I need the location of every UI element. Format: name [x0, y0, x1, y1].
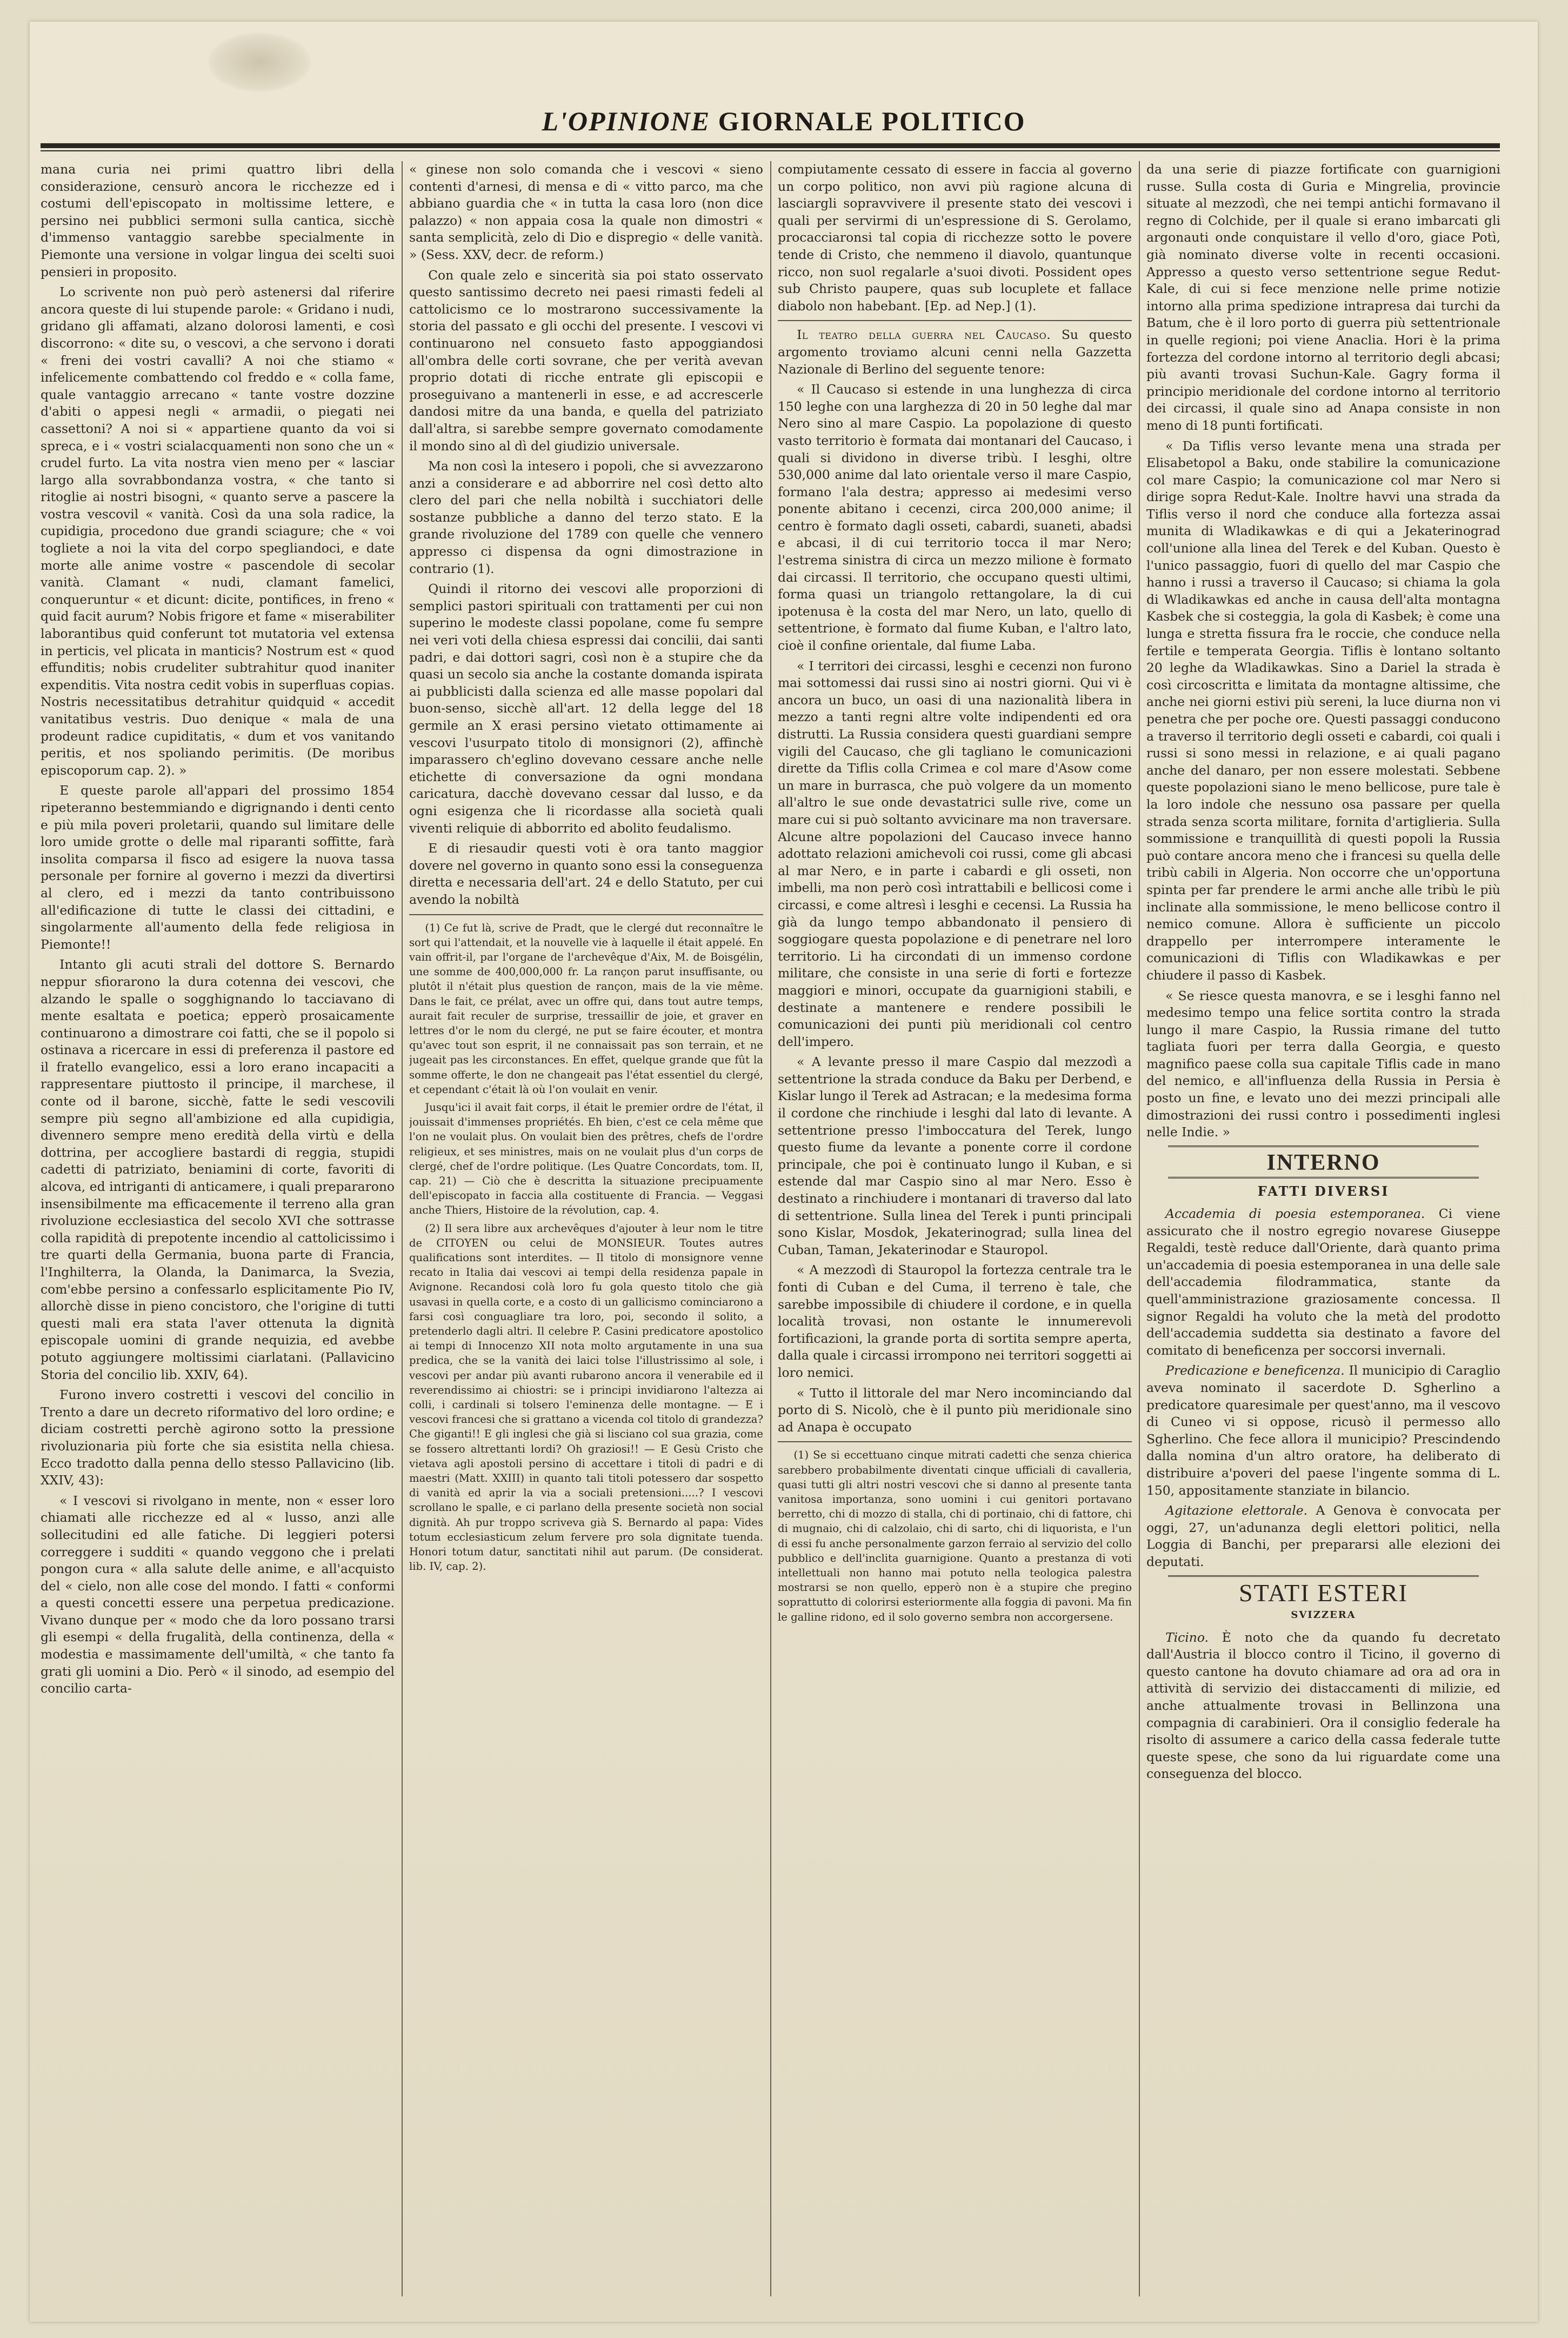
- article-paragraph: Con quale zelo e sincerità sia poi stato osservato questo santissimo decreto nei paesi rimasti fedeli al cattolicismo ce lo mostrarono successivamente la storia del passato e gli occhi del presente. I vescovi vi continuarono nel consueto fasto appoggiandosi all'ombra delle corti sovrane, che per verità avevan proprio dotati di ricche entrate gli episcopii e proseguivano a mantenerli in esse, e ad accrescerle dandosi mitre da una banda, e quella del patriziato dall'altra, si sarebbe sempre governato comodamente il mondo sino al dì del giudizio universale.: [409, 267, 763, 454]
- news-item: [1146, 1502, 1500, 1570]
- article-paragraph: « Se riesce questa manovra, e se i lesghi fanno nel medesimo tempo una felice sortita contro la strada lungo il mare Caspio, la Russia rimane del tutto tagliata fuori per terra dalla Georgia, e questo magnifico paese colla sua capitale Tiflis cade in mano del nemico, e all'influenza della Russia in Persia è posto un fine, e levato uno dei mezzi principali alle dimostrazioni dei russi contro i possedimenti inglesi nelle Indie. »: [1146, 988, 1500, 1140]
- caucaso-lead: Su questo argomento troviamo alcuni cenni nella Gazzetta Nazionale di Berlino del seguente tenore:: [778, 327, 1132, 377]
- masthead-subtitle: GIORNALE POLITICO: [718, 106, 1026, 136]
- article-paragraph: « ginese non solo comanda che i vescovi « sieno contenti d'arnesi, di mensa e di « vitto parco, ma che abbiano guardia che « in tutta la casa loro (non dice palazzo) « non appaia cosa la quale non dimostri « santa semplicità, zelo di Dio e dispregio « delle vanità. » (Sess. XXV, decr. de reform.): [409, 162, 763, 262]
- section-subtitle: SVIZZERA: [1291, 1609, 1356, 1621]
- section-title-interno: INTERNO: [1266, 1150, 1380, 1175]
- column-divider: [402, 161, 403, 2296]
- article-paragraph: « A mezzodì di Stauropol la fortezza centrale tra le fonti di Cuban e del Cuma, il terreno è tale, che sarebbe impossibile di chiudere il cordone, e in quella località trovasi, non ostante le innumerevoli fortificazioni, la grande porta di sortita sempre aperta, dalla quale i circassi irrompono nei territori soggetti ai loro nemici.: [778, 1262, 1132, 1380]
- article-paragraph: Quindi il ritorno dei vescovi alle proporzioni di semplici pastori spirituali con trattamenti per cui non superino le modeste classi popolane, come fu sempre nei veri voti della chiesa espressi dai concilii, dai santi padri, e dai dottori sagri, così non è a stupire che da quasi un secolo sia anche la costante domanda ispirata ai pubblicisti dalla scienza ed alle masse popolari dal buon-senso, sicchè all'art. 12 della legge del 18 germile an X erasi persino vietato ottimamente ai vescovi l'usurpato titolo di monsignori (2), affinchè imparassero ch'eglino dovevano cessare anche nelle etichette di conversazione da ogni mondana caricatura, dacchè dovevano cessar dal lusso, e da ogni esigenza che li ricordasse alla società quali viventi reliquie di abborrito ed abolito feudalismo.: [409, 581, 763, 836]
- section-subtitle: FATTI DIVERSI: [1257, 1183, 1390, 1200]
- footnotes: [778, 1448, 1132, 1624]
- news-item-text: A Genova è convocata per oggi, 27, un'adunanza degli elettori politici, nella Loggia di Banchi, per prepararsi alle elezioni dei deputati.: [1146, 1503, 1500, 1569]
- article-paragraph: « I vescovi si rivolgano in mente, non « esser loro chiamati alle ricchezze ed al « lusso, anzi alle sollecitudini ed alle fatiche. Di leggieri potersi correggere i sudditi « quando veggono che i prelati pongon cura « alla salute delle anime, e all'acquisto del « cielo, non alle cose del mondo. I fatti « conformi a questi concetti essere una perpetua predicazione. Vivano dunque per « modo che da loro possano trarsi gli esempi « della frugalità, della continenza, della « modestia e massimamente dell'umiltà, « che tanto fa grati gli uomini a Dio. Però « il sinodo, ad esempio del concilio carta-: [41, 1493, 395, 1696]
- column-1: [41, 161, 395, 2302]
- news-item: [1146, 1362, 1500, 1499]
- masthead-rule: [41, 143, 1500, 148]
- section-rule: [1168, 1575, 1479, 1577]
- news-item: [1146, 1205, 1500, 1359]
- footnotes: [409, 921, 763, 1574]
- column-4: [1146, 161, 1500, 2302]
- footnote: (2) Il sera libre aux archevêques d'ajouter à leur nom le titre de CITOYEN ou celui de MONSIEUR. Toutes autres qualifications sont interdites. — Il titolo di monsignore venne recato in Italia dai vescovi ai tempi della residenza papale in Avignone. Recandosi colà loro fu gola questo titolo che già usavasi in quella corte, e a costo di un gallicismo cominciarono a farsi così conguagliare tra loro, poi, secondo il solito, a pretenderlo dagli altri. Il celebre P. Casini predicatore apostolico ai tempi di Innocenzo XII nota molto argutamente in una sua predica, che se la vanità dei laici tolse l'illustrissimo al sole, i vescovi per andar più avanti rubarono ancora il venerabile ed il reverendissimo ai chiostri: se i principi invidiarono l'altezza ai colli, i cardinali si tolsero l'eminenza delle montagne. — E i vescovi francesi che si grattano a vicenda col titolo di grandezza? Che giganti!! E gli inglesi che già si lisciano col sua grazia, come se fossero altrettanti lordi? Oh graziosi!! — E Gesù Cristo che vietava agli apostoli persino di accettare i titoli di padri e di maestri (Matt. XXIII) in quanto tali titoli potessero dar sospetto di vanità ed aprir la via a sociali pretensioni.....? I vescovi scrollano le spalle, e ci parlano della presente società non social dignità. Ah pur troppo scriveva già S. Bernardo al papa: Vides totum ecclesiasticum zelum fervere pro sola dignitate tuenda. Honori totum datur, sanctitati nihil aut parum. (De considerat. lib. IV, cap. 2).: [409, 1222, 763, 1573]
- news-item: [1146, 1629, 1500, 1783]
- column-divider: [770, 161, 771, 2296]
- footnote-separator: [409, 914, 763, 915]
- article-paragraph: E queste parole all'appari del prossimo 1854 ripeteranno bestemmiando e digrignando i denti cento e più mila poveri proletarii, quando sul limitare delle loro umide grotte o delle mal riparanti soffitte, farà insolita comparsa il fisco ad esigere la nuova tassa personale per fornire al governo i mezzi da divertirsi al clero, ed i mezzi da tanto contribuissono all'edificazione di tutte le classi dei cittadini, e singolarmente all'aumento della fede religiosa in Piemonte!!: [41, 783, 395, 952]
- article-paragraph: Lo scrivente non può però astenersi dal riferire ancora queste di lui stupende parole: « Gridano i nudi, gridano gli affamati, alzano dolorosi lamenti, e così discorrono: « dite su, o vescovi, a che servono i dorati « freni dei vostri cavalli? A noi che stiamo « infelicemente combattendo col freddo e « colla fame, quale vantaggio arrecano « tante vostre dozzine d'abiti o appesi negli « armadii, o piegati nei cassettoni? A noi si « appartiene quanto da voi si spreca, e i « vostri scialacquamenti non sono che un « crudel furto. La vita nostra vien meno per « lasciar largo alla sovrabbondanza vostra, « che tanto si ritoglie ai nostri bisogni, « quanto serve a pascere la vostra vescovil « vanità. Così da una sola radice, la cupidigia, procedono due grandi sciagure; che « voi togliete a noi la vita del corpo spegliandoci, e date morte alle anime vostre « pascendole di secolar vanità. Clamant « nudi, clamant famelici, conqueruntur « et dicunt: dicite, pontifices, in freno « quid facit aurum? Nobis frigore et fame « miserabiliter laborantibus quid conferunt tot mutatoria vel extensa in perticis, vel plicata in manticis? Nostrum est « quod effunditis; nobis crudeliter subtrahitur quod inaniter expenditis. Vita nostra cedit vobis in superfluas copias. Nostris necessitatibus detrahitur quidquid « accedit vanitatibus vestris. Duo denique « mala de una prodeunt radice cupiditatis, « dum et vos vanitando peritis, et nos spoliando perimitis. (De moribus episcoporum cap. 2). »: [41, 284, 395, 778]
- article-paragraph: mana curia nei primi quattro libri della considerazione, censurò ancora le ricchezze ed i costumi dell'episcopato in moltissime lettere, e persino nei pubblici sermoni sulla cantica, sicchè d'immenso vantaggio sarebbe specialmente in Piemonte una versione in volgar lingua dei scelti suoi pensieri in proposito.: [41, 162, 395, 279]
- article-paragraph: « Tutto il littorale del mar Nero incominciando dal porto di S. Nicolò, che è il punto più meridionale sino ad Anapa è occupato: [778, 1385, 1132, 1435]
- masthead-title: L'OPINIONE: [542, 106, 711, 136]
- news-item-head: Predicazione e beneficenza.: [1165, 1363, 1345, 1378]
- caucaso-intro: [778, 327, 1132, 378]
- section-rule: [1168, 1145, 1479, 1147]
- article-paragraph: da una serie di piazze fortificate con guarnigioni russe. Sulla costa di Guria e Mingrelia, provincie situate al mezzodì, che nei tempi antichi formavano il regno di Colchide, per il quale si erano imbarcati gli argonauti onde conquistare il vello d'oro, giace Potì, già nominato diverse volte in recenti occasioni. Appresso a questo verso settentrione segue Redut-Kale, di cui si fece menzione nelle prime notizie intorno alla prima spedizione intrapresa dai turchi da Batum, che è il loro porto di guerra più settentrionale in quelle regioni; poi viene Anaclia. Hori è la prima fortezza del cordone intorno al territorio degli abcasi; più avanti trovasi Suchun-Kale. Gagry forma il principio meridionale del cordone intorno al territorio dei circassi, il quale sino ad Anapa consiste in non meno di 18 punti fortificati.: [1146, 162, 1500, 433]
- column-divider: [1139, 161, 1140, 2296]
- news-item-head: Ticino.: [1165, 1629, 1209, 1645]
- article-paragraph: Intanto gli acuti strali del dottore S. Bernardo neppur sfiorarono la dura cotenna dei vescovi, che alzando le spalle o sogghignando lo tacciavano di mente esaltata e poetica; epperò prosaicamente continuarono a dimostrare coi fatti, che se il popolo si ostinava a ricercare in essi di preferenza il pastore ed il fratello evangelico, essi a loro erano incapaciti a rappresentare piuttosto il principe, il marchese, il conte od il barone, sicchè, fatte le sedi vescovili sempre più segno all'ambizione ed alla cupidigia, divennero sempre meno eredità della virtù e della dottrina, per accogliere bastardi di reggia, stupidi cadetti di patriziato, beniamini di corte, favoriti di alcova, ed intriganti di anticamere, i quali prepararono insensibilmente ma efficacemente il terreno alla gran rivoluzione ecclesiastica del secolo XVI che sottrasse colla rapidità di prepotente incendio al cattolicissimo i tre quarti della Germania, buona parte di Francia, l'Inghilterra, la Olanda, la Danimarca, la Svezia, com'ebbe persino a confessarlo esplicitamente Pio IV, allorchè disse in pieno concistoro, che l'origine di tutti questi mali era stata l'aver ottenuta la dignità episcopale uomini di grande nequizia, ed avebbe potuto aggiungere moltissimi ciarlatani. (Pallavicino Storia del concilio lib. XXIV, 64).: [41, 957, 395, 1382]
- column-2: [409, 161, 763, 2302]
- article-separator: [778, 320, 1132, 321]
- footnote-separator: [778, 1441, 1132, 1442]
- stamp-mark: [208, 32, 311, 92]
- article-paragraph: « Il Caucaso si estende in una lunghezza di circa 150 leghe con una larghezza di 20 in 50 leghe dal mar Nero sino al mare Caspio. La popolazione di questo vasto territorio è formata dai montanari del Caucaso, i quali si dividono in diverse tribù. I lesghi, oltre 530,000 anime dal lato orientale verso il mare Caspio, formano l'ala destra; appresso ai medesimi verso ponente abitano i cecenzi, circa 200,000 anime; il centro è formato dagli osseti, cabardi, suaneti, abadsi e abcasi, il di cui territorio tocca il mar Nero; l'estrema sinistra di circa un mezzo milione è formato dai circassi. Il territorio, che occupano questi ultimi, forma quasi un triangolo rettangolare, la di cui ipotenusa è la costa del mar Nero, un lato, quello di settentrione, è formato dal fiume Kuban, e l'altro lato, cioè il confine orientale, dal fiume Laba.: [778, 382, 1132, 654]
- news-item-text: Il municipio di Caraglio aveva nominato il sacerdote D. Sgherlino a predicatore quaresimale per quest'anno, ma il vescovo di Cuneo vi si oppose, ricusò il permesso allo Sgherlino. Che fece allora il municipio? Prescindendo dalla nomina d'un altro oratore, ha deliberato di distribuire a'poveri del paese l'ingente somma di L. 150, appositamente stanziate in bilancio.: [1146, 1363, 1500, 1498]
- news-item-head: Accademia di poesia estemporanea.: [1165, 1206, 1425, 1222]
- article-paragraph: E di riesaudir questi voti è ora tanto maggior dovere nel governo in quanto sono essi la conseguenza diretta e necessaria dell'art. 24 e dello Statuto, per cui avendo la nobiltà: [409, 841, 763, 907]
- news-item-text: È noto che da quando fu decretato dall'Austria il blocco contro il Ticino, il governo di questo cantone ha dovuto chiamare ad ora ad ora in attività di servizio dei distaccamenti di milizie, ed anche attualmente trovasi in Bellinzona una compagnia di carabinieri. Ora il consiglio federale ha risolto di assumere a carico della cassa federale tutte queste spese, che sono da lui riguardate come una conseguenza del blocco.: [1146, 1629, 1500, 1782]
- footnote: (1) Se si eccettuano cinque mitrati cadetti che senza chierica sarebbero probabilmente diventati cinque ufficiali di cavalleria, quasi tutti gli altri nostri vescovi che si danno al presente tanta vanitosa importanza, sono uomini i cui genitori portavano berretto, chi di mozzo di stalla, chi di portinaio, chi di fattore, chi di mugnaio, chi di calzolaio, chi di sarto, chi di liquorista, e l'un di essi fu anche personalmente garzon ferraio al servizio del collo pubblico e dell'inclita guarnigione. Quanto a prestanza di voti intellettuali non hanno mai potuto nella teologica palestra mostrarsi se non quello, epperò non è a stupire che pregino soprattutto di colorirsi esteriormente alla foggia di pavoni. Ma fin le galline ridono, ed il solo governo sembra non accorgersene.: [778, 1449, 1132, 1623]
- article-paragraph: Furono invero costretti i vescovi del concilio in Trento a dare un decreto riformativo del loro ordine; e diciam costretti perchè agirono sotto la pressione rivoluzionaria più forte che sia esistita nella chiesa. Ecco tradotto dalla penna dello stesso Pallavicino (lib. XXIV, 43):: [41, 1387, 395, 1488]
- column-3: [778, 161, 1132, 2302]
- article-paragraph: Ma non così la intesero i popoli, che si avvezzarono anzi a considerare e ad abborrire nel così detto alto clero del pari che nella nobiltà i succhiatori delle sostanze pubbliche a danno del terzo stato. E la grande rivoluzione del 1789 con quelle che vennero appresso ci dispensa da ogni dimostrazione in contrario (1).: [409, 458, 763, 576]
- article-paragraph: « A levante presso il mare Caspio dal mezzodì a settentrione la strada conduce da Baku per Derbend, e Kislar lungo il Terek ad Astracan; e la medesima forma il cordone che rinchiude i lesghi dal lato di levante. A settentrione presso l'imboccatura del Terek, lungo questo fiume da levante a ponente corre il cordone principale, che poi è continuato lungo il Kuban, e si estende dal mar Caspio sino al mar Nero. Esso è destinato a rinchiudere i montanari di traverso dal lato di settentrione. Sulla linea del Terek i punti principali sono Kislar, Mosdok, Jekaterinograd; sulla linea del Cuban, Taman, Jekaterinodar e Stauropol.: [778, 1054, 1132, 1257]
- masthead: [30, 105, 1538, 137]
- news-item-head: Agitazione elettorale.: [1165, 1503, 1308, 1518]
- article-paragraph: « I territori dei circassi, lesghi e cecenzi non furono mai sottomessi dai russi sino ai nostri giorni. Qui vi è ancora un buco, un oasi di una nazionalità libera in mezzo a tanti regni altre volte indipendenti ed ora distrutti. La Russia considera questi guardiani sempre vigili del Caucaso, che gli tagliano le comunicazioni dirette da Tiflis colla Crimea e col mare d'Asow come un mare in burrasca, che può volgere da un momento all'altro le sue onde devastatrici sulle rive, come un mare cui si può soltanto avvicinare ma non traversare. Alcune altre popolazioni del Caucaso invece hanno adottato relazioni amichevoli coi russi, come gli abcasi al mar Nero, e in parte i cabardi e gli osseti, non imbelli, ma non però così intrattabili e bellicosi come i circassi, e come altresì i lesghi e cecensi. La Russia ha già da lungo tempo abbandonato il pensiero di soggiogare questa popolazione e di penetrare nel loro territorio. Li ha circondati di un immenso cordone militare, che consiste in una serie di forti e fortezze maggiori e minori, occupate da guarnigioni stabili, e destinate a mantenere e rendere possibili le comunicazioni dei punti più meridionali col centro dell'impero.: [778, 658, 1132, 1049]
- news-item-text: Ci viene assicurato che il nostro egregio novarese Giuseppe Regaldi, testè reduce dall'Oriente, darà quanto prima un'accademia di poesia estemporanea in una delle sale dell'accademia filodrammatica, stante da quell'amministrazione graziosamente concessa. Il signor Regaldi ha voluto che la metà del prodotto dell'accademia suddetta sia destinato a favore del comitato di beneficenza per soccorsi invernali.: [1146, 1206, 1500, 1358]
- article-paragraph: compiutamente cessato di essere in faccia al governo un corpo politico, non avvi più ragione alcuna di lasciargli sopravvivere il presente stato dei vescovi i quali per servirmi di un'espressione di S. Gerolamo, procacciaronsi tal copia di ricchezze sotto le povere tende di Cristo, che nemmeno il diavolo, quantunque ricco, non suol regalarle a'suoi divoti. Possident opes sub Christo paupere, quas sub locuplete et fallace diabolo non habebant. [Ep. ad Nep.] (1).: [778, 162, 1132, 314]
- newspaper-page: [30, 22, 1538, 2322]
- masthead-rule-thin: [41, 150, 1500, 151]
- section-title-esteri: STATI ESTERI: [1239, 1578, 1408, 1607]
- footnote: (1) Ce fut là, scrive de Pradt, que le clergé dut reconnaître le sort qui l'attendait, et la nouvelle vie à laquelle il était appelé. En vain offrit-il, par l'organe de l'archevêque d'Aix, M. de Boisgélin, une somme de 400,000,000 fr. La rançon parut insuffisante, ou plutôt il n'était plus question de rançon, mais de la vie même. Dans le fait, ce prélat, avec un offre qui, dans tout autre temps, aurait fait reculer de surprise, tressaillir de joie, et graver en lettres d'or le nom du clergé, ne put se faire écouter, et montra qu'avec tout son esprit, il ne connaissait pas son terrain, et ne jugeait pas les circonstances. En effet, quelque grande que fût la somme offerte, le don ne changeait pas l'état essentiel du clergé, et cependant c'était là où l'on voulait en venir.: [409, 921, 763, 1096]
- section-rule: [1168, 1177, 1479, 1178]
- article-paragraph: « Da Tiflis verso levante mena una strada per Elisabetopol a Baku, onde stabilire la comunicazione col mare Caspio; la comunicazione col mar Nero si dirige sopra Redut-Kale. Inoltre havvi una strada da Tiflis verso il nord che conduce alla fortezza assai munita di Wladikawkas e di qui a Jekaterinograd coll'unione alla linea del Terek e del Kuban. Questo è l'unico passaggio, fuori di quello del mar Caspio che hanno i russi a traverso il Caucaso; si chiama la gola di Wladikawkas ed anche in causa dell'alta montagna Kasbek che si costeggia, la gola di Kasbek; è come una lunga e stretta fissura fra le roccie, che conduce nella fertile e temperata Georgia. Tiflis è lontano soltanto 20 leghe da Wladikawkas. Sino a Dariel la strada è così circoscritta e limitata da montagne altissime, che anche nei giorni estivi più sereni, la luce diurna non vi penetra che per poche ore. Questi passaggi conducono a traverso il territorio degli osseti e cabardi, coi quali i russi si sono messi in relazione, e ai quali pagano anche del danaro, per non essere molestati. Sebbene queste popolazioni siano le meno bellicose, pure tale è la loro indole che nessuno osa passare per quella strada senza scorta militare, fornita d'artiglieria. Sulla sommissione e tranquillità di questi popoli la Russia può contare ancora meno che i francesi su quella delle tribù cabili in Algeria. Non occorre che un'opportuna spinta per far prendere le armi anche alle tribù le più inclinate alla sommissione, le meno bellicose contro il nemico comune. Allora è sufficiente un piccolo drappello per interrompere interamente le comunicazioni di Tiflis con Wladikawkas e per chiudere il passo di Kasbek.: [1146, 438, 1500, 983]
- caucaso-heading: Il teatro della guerra nel Caucaso.: [797, 327, 1051, 343]
- footnote: Jusqu'ici il avait fait corps, il était le premier ordre de l'état, il jouissait d'immenses propriétés. Eh bien, c'est ce cela même que l'on ne voulait plus. On voulait bien des prêtres, chefs de l'ordre religieux, et ses ministres, mais on ne voulait plus d'un corps de clergé, chef de l'ordre politique. (Les Quatre Concordats, tom. II, cap. 21) — Ciò che è descritta la situazione precipuamente dell'episcopato in faccia alla costituente di Francia. — Veggasi anche Thiers, Histoire de la révolution, cap. 4.: [409, 1101, 763, 1217]
